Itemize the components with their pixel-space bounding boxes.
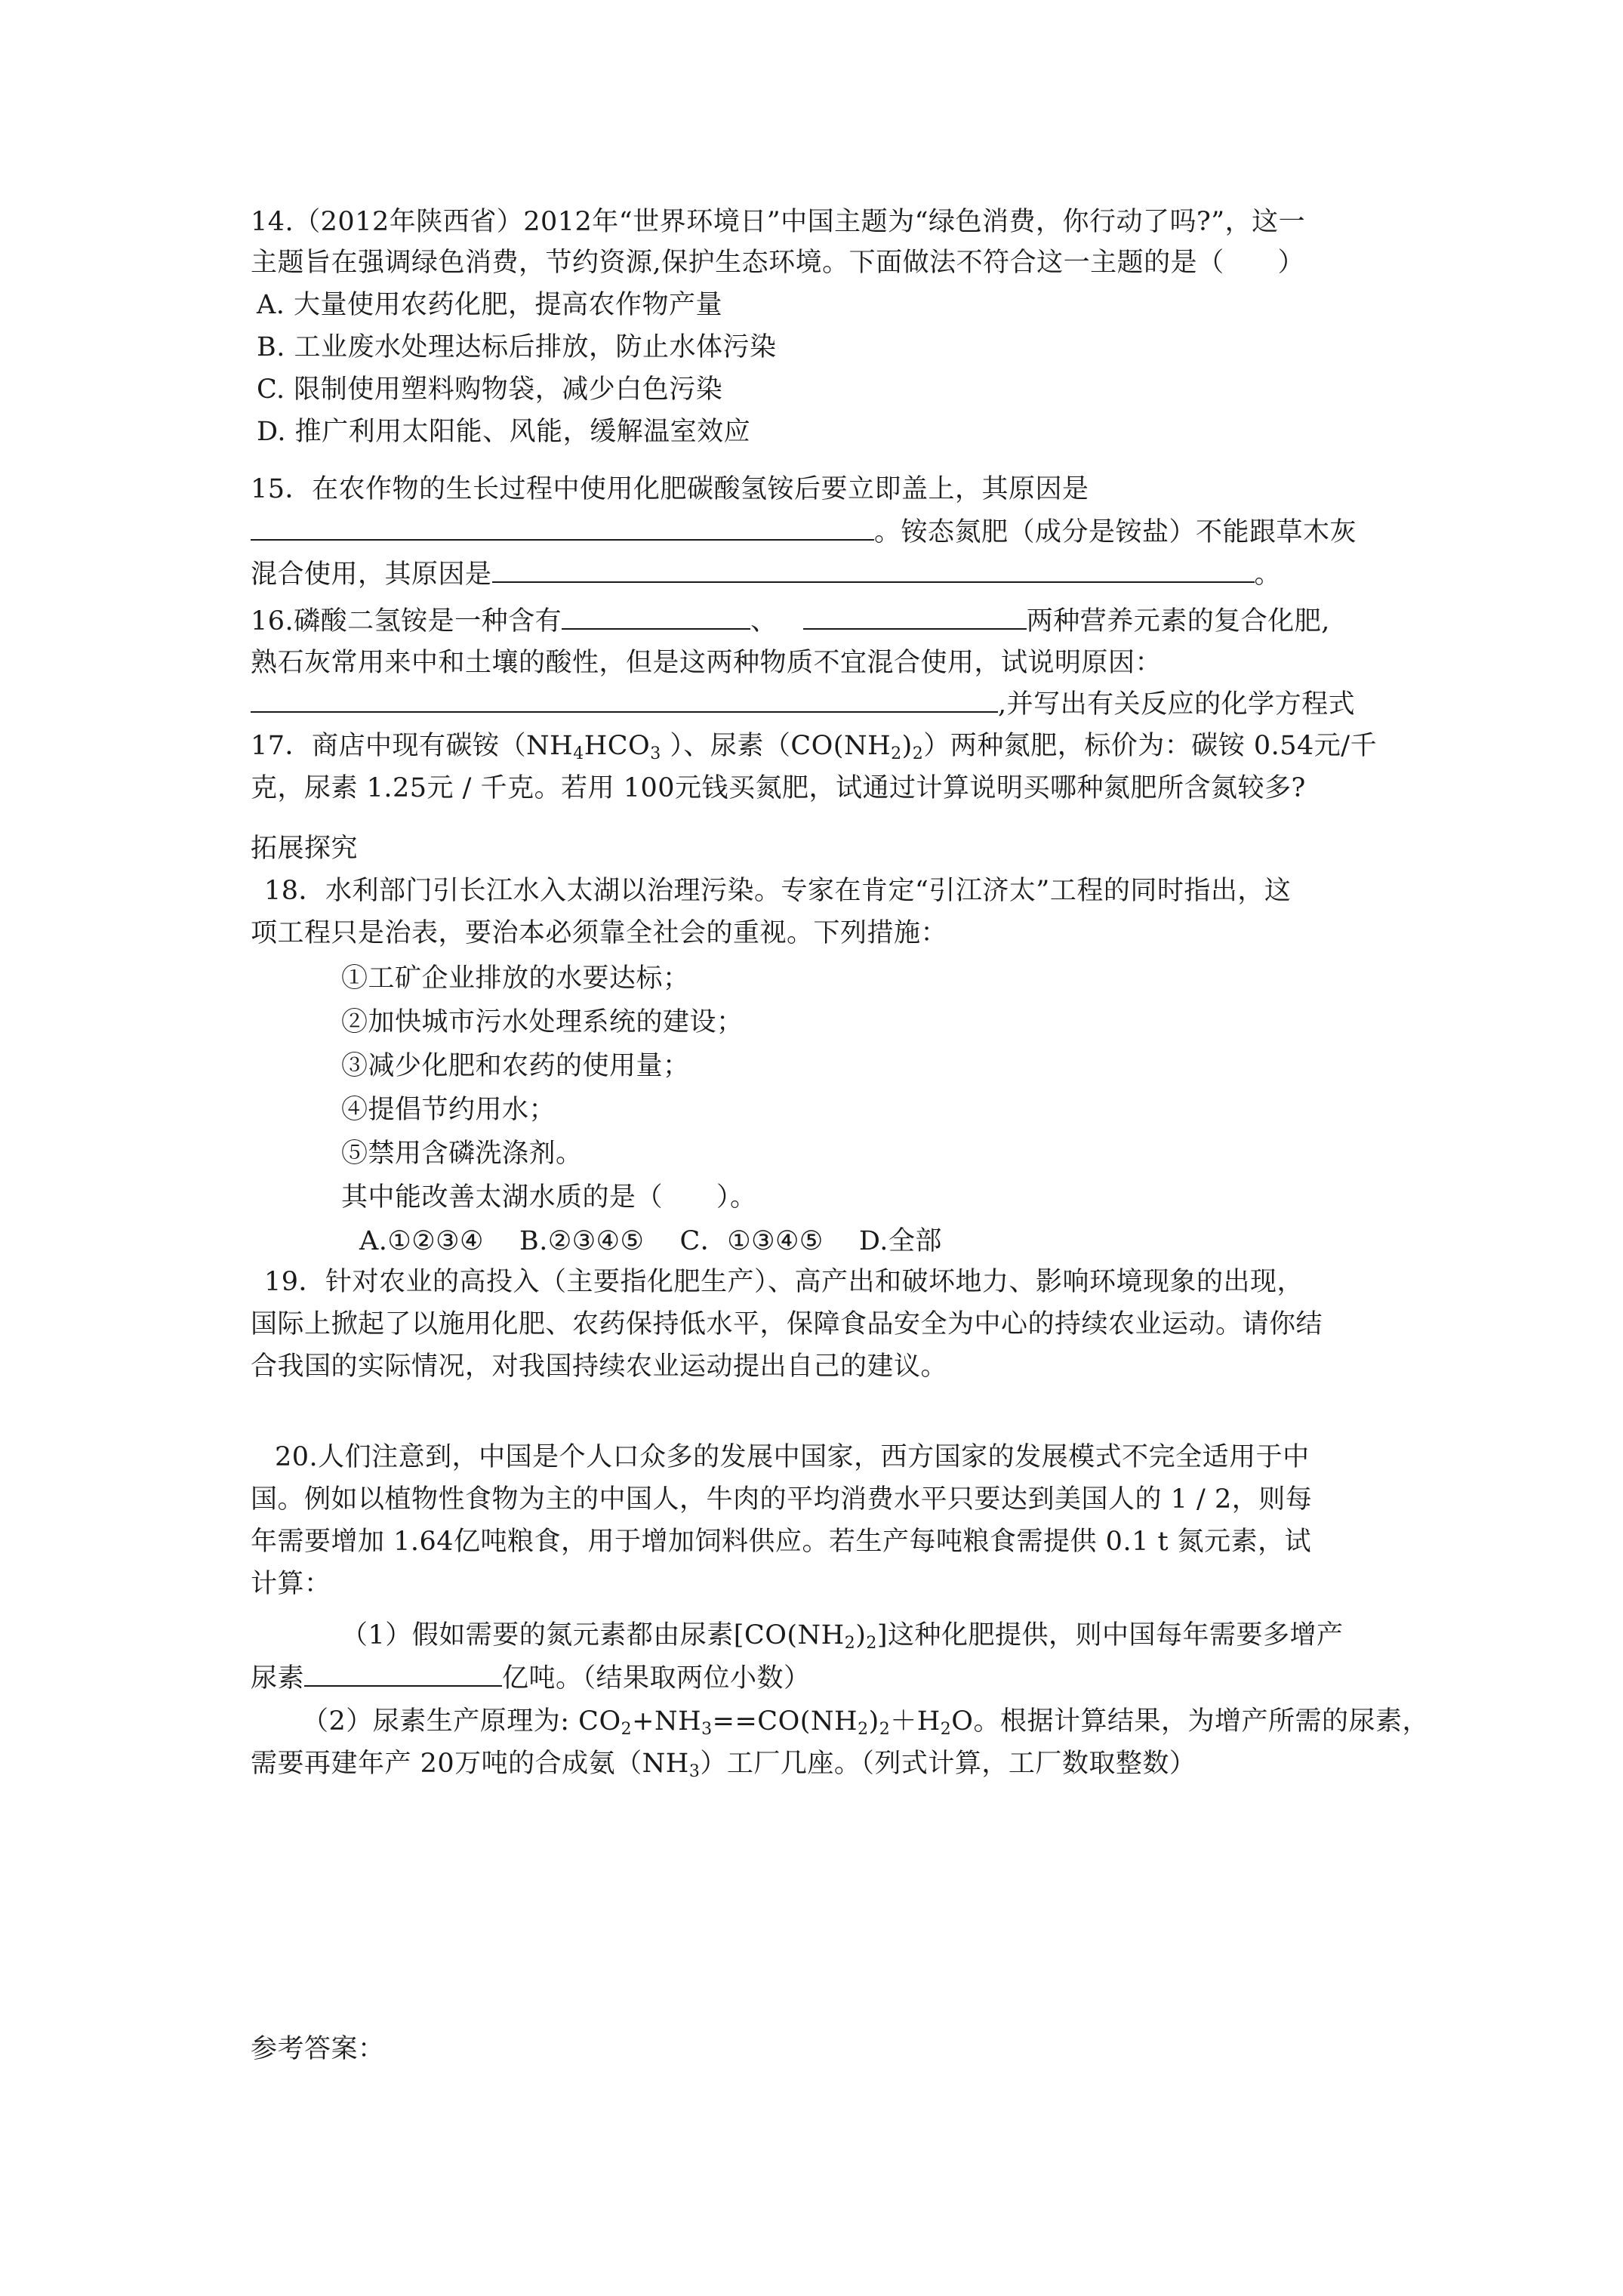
q16-blank-2[interactable] xyxy=(803,601,1027,630)
q20-p2-sub5: 2 xyxy=(940,1720,952,1739)
q15-line2 xyxy=(251,512,1357,552)
q20-line4: 计算： xyxy=(251,1569,331,1599)
q14-option-b: B. 工业废水处理达标后排放，防止水体污染 xyxy=(257,332,777,362)
q14-line2: 主题旨在强调绿色消费，节约资源,保护生态环境。下面做法不符合这一主题的是（ ） xyxy=(251,248,1305,278)
q20-p2-text-e: ＋H xyxy=(890,1706,941,1737)
q20-p1-text-b: ) xyxy=(855,1620,867,1650)
q20-p2-sub4: 2 xyxy=(879,1720,891,1739)
q20-p2-sub3: 2 xyxy=(858,1720,869,1739)
q18-item-3: ③减少化肥和农药的使用量； xyxy=(341,1051,690,1081)
q16-line2: 熟石灰常用来中和土壤的酸性，但是这两种物质不宜混合使用，试说明原因： xyxy=(251,648,1163,678)
q20-p2-text-f: O。根据计算结果，为增产所需的尿素， xyxy=(951,1706,1429,1737)
q20-part1-line1 xyxy=(341,1616,1344,1655)
q15-line2-text: 。铵态氮肥（成分是铵盐）不能跟草木灰 xyxy=(874,517,1357,547)
q19-line1: 19．针对农业的高投入（主要指化肥生产）、高产出和破坏地力、影响环境现象的出现， xyxy=(264,1267,1304,1297)
q17-sub-2b: 2 xyxy=(912,744,924,763)
q18-question: 其中能改善太湖水质的是（ ）。 xyxy=(341,1182,757,1213)
q17-line2: 克，尿素 1.25元 / 千克。若用 100元钱买氮肥，试通过计算说明买哪种氮肥所含氮较多? xyxy=(251,773,1306,803)
answers-title: 参考答案： xyxy=(251,2034,385,2064)
q16-line3-text: ,并写出有关反应的化学方程式 xyxy=(998,689,1356,720)
q18-item-5: ⑤禁用含磷洗涤剂。 xyxy=(341,1139,583,1169)
q20-part2-line2 xyxy=(251,1744,1196,1783)
q17-text-c: ）、尿素（CO(NH xyxy=(661,731,892,761)
q15-line3 xyxy=(251,554,1281,594)
q20-p2-text-c: ==CO(NH xyxy=(712,1706,858,1737)
q20-p2-sub1: 2 xyxy=(621,1720,633,1739)
q14-line1: 14.（2012年陕西省）2012年“世界环境日”中国主题为“绿色消费，你行动了吗?”，这一 xyxy=(251,207,1306,237)
q17-text-a: 17．商店中现有碳铵（NH xyxy=(251,731,574,761)
q16-line1-sep: 、 xyxy=(750,606,778,636)
q20-line2: 国。例如以植物性食物为主的中国人，牛肉的平均消费水平只要达到美国人的 1 / 2，则每 xyxy=(251,1484,1313,1515)
q20-p2-sub2: 3 xyxy=(701,1720,713,1739)
q16-line3 xyxy=(251,684,1355,724)
q16-line1-text: 16.磷酸二氢铵是一种含有 xyxy=(251,606,562,636)
section-title: 拓展探究 xyxy=(251,834,359,864)
q20-p2-text-b: +NH xyxy=(632,1706,702,1737)
q20-p1-line2-text: 尿素 xyxy=(251,1663,305,1693)
q20-part2-line1 xyxy=(302,1702,1429,1741)
q18-line2: 项工程只是治表，要治本必须靠全社会的重视。下列措施： xyxy=(251,918,948,948)
q15-line3-text: 混合使用，其原因是 xyxy=(251,559,492,590)
q20-blank-1[interactable] xyxy=(304,1658,502,1687)
q19-line3: 合我国的实际情况，对我国持续农业运动提出自己的建议。 xyxy=(251,1351,948,1382)
q20-p1-text-c: ]这种化肥提供，则中国每年需要多增产 xyxy=(876,1620,1344,1650)
q20-p2-line2-sub: 3 xyxy=(688,1762,701,1781)
q16-line1-end: 两种营养元素的复合化肥, xyxy=(1026,606,1330,636)
q18-line1: 18．水利部门引长江水入太湖以治理污染。专家在肯定“引江济太”工程的同时指出，这 xyxy=(264,876,1292,906)
q20-p1-sub: 2 xyxy=(844,1634,856,1653)
q20-p1-sub2: 2 xyxy=(866,1634,877,1653)
q16-blank-1[interactable] xyxy=(562,601,750,630)
q19-line2: 国际上掀起了以施用化肥、农药保持低水平，保障食品安全为中心的持续农业运动。请你结 xyxy=(251,1309,1323,1339)
q17-sub-2: 2 xyxy=(891,744,902,763)
q17-sub-3: 3 xyxy=(650,744,661,763)
q20-p2-line2-text-a: 需要再建年产 20万吨的合成氨（NH xyxy=(251,1749,689,1779)
q18-item-2: ②加快城市污水处理系统的建设； xyxy=(341,1007,744,1037)
q17-text-e: ）两种氮肥，标价为：碳铵 0.54元/千 xyxy=(923,731,1378,761)
q20-p1-text-a: （1）假如需要的氮元素都由尿素[CO(NH xyxy=(341,1620,845,1650)
q17-sub-4: 4 xyxy=(573,744,584,763)
q18-item-4: ④提倡节约用水； xyxy=(341,1095,556,1125)
q20-part1-line2 xyxy=(251,1658,811,1698)
q20-line3: 年需要增加 1.64亿吨粮食，用于增加饲料供应。若生产每吨粮食需提供 0.1 t 氮元素，试 xyxy=(251,1527,1312,1557)
q15-line3-end: 。 xyxy=(1254,559,1282,590)
q14-option-a: A. 大量使用农药化肥，提高农作物产量 xyxy=(257,290,723,320)
q16-line1 xyxy=(251,601,1330,641)
q16-blank-3[interactable] xyxy=(251,684,998,713)
q14-option-d: D. 推广利用太阳能、风能，缓解温室效应 xyxy=(257,417,751,447)
q15-line1: 15．在农作物的生长过程中使用化肥碳酸氢铵后要立即盖上，其原因是 xyxy=(251,474,1089,504)
q15-blank-1[interactable] xyxy=(251,512,874,541)
q18-options: A.①②③④ B.②③④⑤ C．①③④⑤ D.全部 xyxy=(359,1226,942,1256)
q20-p1-line2-end: 亿吨。（结果取两位小数） xyxy=(502,1663,811,1693)
q20-p2-line2-text-b: ）工厂几座。（列式计算，工厂数取整数） xyxy=(700,1749,1196,1779)
q17-text-d: ) xyxy=(901,731,913,761)
q20-p2-text-d: ) xyxy=(868,1706,879,1737)
q18-item-1: ①工矿企业排放的水要达标； xyxy=(341,963,690,994)
q17-text-b: HCO xyxy=(584,731,651,761)
q17-line1 xyxy=(251,726,1377,766)
q20-p2-text-a: （2）尿素生产原理为: CO xyxy=(302,1706,621,1737)
q15-blank-2[interactable] xyxy=(492,554,1255,583)
q14-option-c: C. 限制使用塑料购物袋，减少白色污染 xyxy=(257,374,723,405)
q20-line1: 20.人们注意到，中国是个人口众多的发展中国家，西方国家的发展模式不完全适用于中 xyxy=(275,1442,1310,1472)
